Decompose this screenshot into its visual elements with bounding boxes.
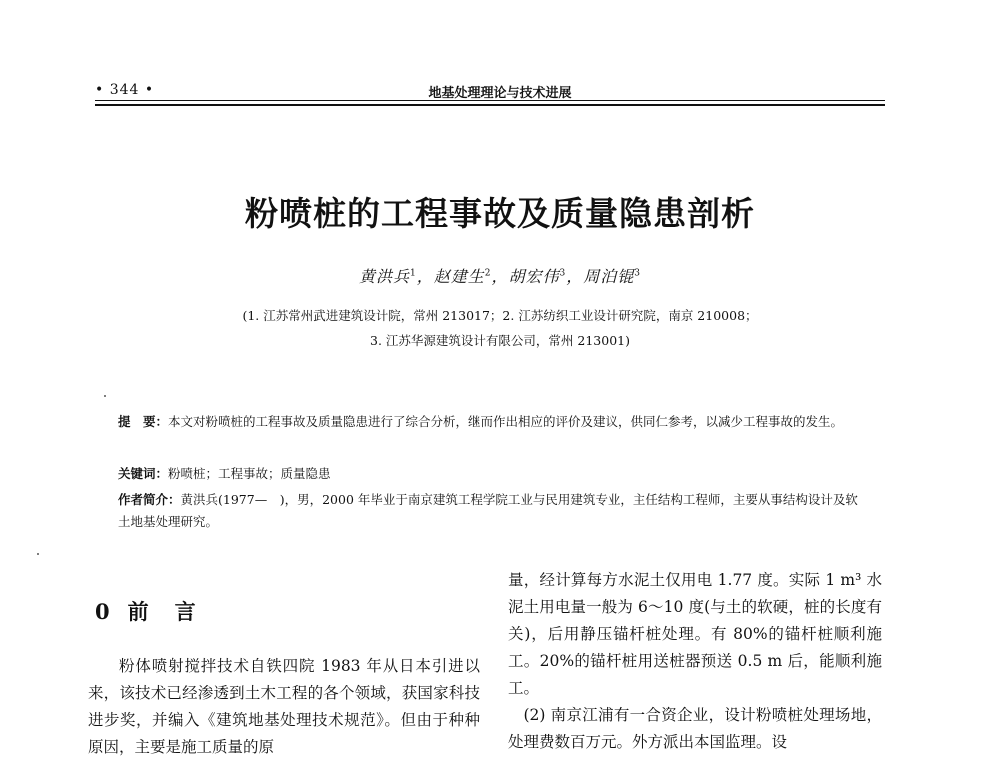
- body-column-left: [88, 653, 480, 761]
- author-affil-mark: 3: [559, 268, 567, 279]
- abstract-text: 本文对粉喷桩的工程事故及质量隐患进行了综合分析，继而作出相应的评价及建议，供同仁参考，以减少工程事故的发生。: [168, 414, 844, 429]
- author-separator: ，: [566, 267, 584, 286]
- scan-speck: [37, 553, 39, 555]
- body-paragraph: 量，经计算每方水泥土仅用电 1.77 度。实际 1 m³ 水泥土用电量一般为 6～10 度(与土的软硬，桩的长度有关)，后用静压锚杆桩处理。有 80%的锚杆桩顺利施工。20%的锚杆桩用送桩器预送 0.5 m 后，能顺利施工。: [508, 571, 882, 697]
- author-name: 黄洪兵: [358, 267, 410, 286]
- article-title: 粉喷桩的工程事故及质量隐患剖析: [245, 194, 755, 233]
- running-title: 地基处理理论与技术进展: [428, 86, 572, 101]
- author-list: [0, 264, 1000, 287]
- author-name: 胡宏伟: [508, 267, 560, 286]
- body-paragraph: 粉体喷射搅拌技术自铁四院 1983 年从日本引进以来，该技术已经渗透到土木工程的各个领域，获国家科技进步奖，并编入《建筑地基处理技术规范》。但由于种种原因，主要是施工质量的原: [88, 657, 480, 756]
- bio-text: 黄洪兵(1977— )，男，2000 年毕业于南京建筑工程学院工业与民用建筑专业，主任结构工程师，主要从事结构设计及软土地基处理研究。: [118, 492, 858, 529]
- author-separator: ，: [416, 267, 434, 286]
- abstract-label: 提 要：: [118, 414, 169, 429]
- keywords-text: 粉喷桩；工程事故；质量隐患: [168, 466, 331, 481]
- author-separator: ，: [491, 267, 509, 286]
- keywords: [118, 463, 858, 485]
- body-column-right: [508, 567, 882, 756]
- affiliations-line-1: (1. 江苏常州武进建筑设计院，常州 213017；2. 江苏纺织工业设计研究院，南京 210008；: [242, 308, 758, 323]
- affiliations-line-2: 3. 江苏华源建筑设计有限公司，常州 213001): [370, 333, 630, 348]
- author-affil-mark: 3: [634, 268, 642, 279]
- section-heading: [95, 596, 222, 626]
- author-name: 赵建生: [433, 267, 485, 286]
- bio-label: 作者简介：: [118, 492, 181, 507]
- header-rule-thick: [95, 104, 885, 106]
- scan-speck: [104, 395, 106, 397]
- page-number: • 344 •: [95, 82, 155, 98]
- body-paragraph: (2) 南京江浦有一合资企业，设计粉喷桩处理场地，处理费数百万元。外方派出本国监理。设: [508, 706, 882, 751]
- author-name: 周泊锟: [583, 267, 635, 286]
- author-affil-mark: 1: [409, 268, 417, 279]
- abstract: [118, 411, 858, 433]
- header-rule-thin: [95, 100, 885, 101]
- author-bio: [118, 489, 858, 533]
- author-affil-mark: 2: [484, 268, 492, 279]
- section-number: 0: [95, 599, 110, 624]
- keywords-label: 关键词：: [118, 466, 169, 481]
- section-title: 前言: [127, 599, 222, 624]
